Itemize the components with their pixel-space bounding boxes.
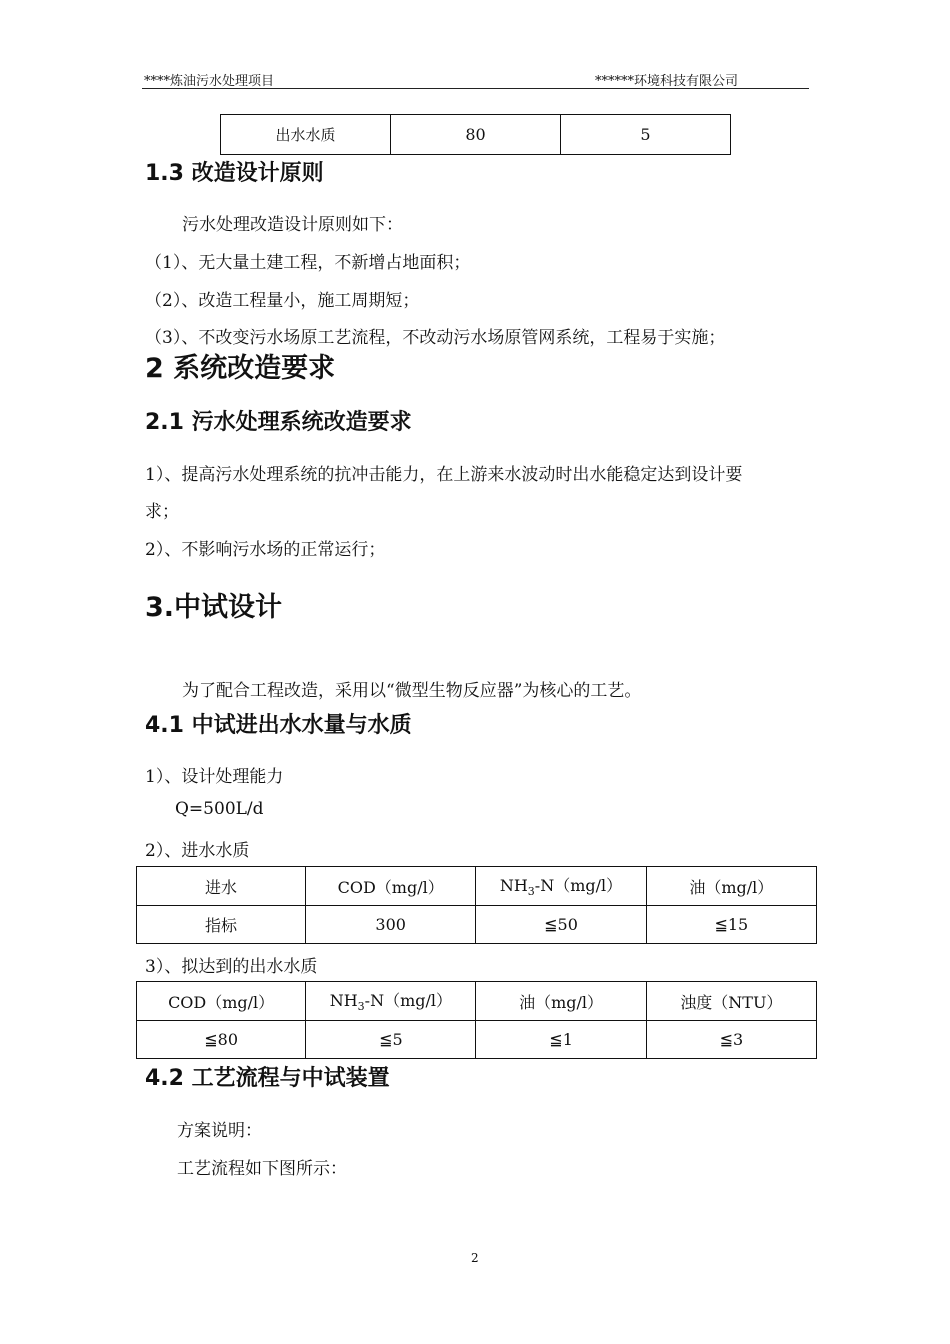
- section-1-3-intro: 污水处理改造设计原则如下：: [182, 215, 403, 235]
- table-cell: ≦80: [137, 1021, 306, 1059]
- process-flow-label: 工艺流程如下图所示：: [177, 1159, 347, 1179]
- table-header-cell: $NH_3-N(mg/l)$: [306, 982, 476, 1021]
- section-2-title: 2 系统改造要求: [145, 353, 336, 384]
- capacity-value: Q=500L/d: [175, 799, 264, 819]
- table-cell: 指标: [137, 906, 306, 944]
- section-4-1-title: 4.1 中试进出水水量与水质: [145, 713, 412, 738]
- section-3-title: 3.中试设计: [145, 592, 283, 623]
- table-cell: 80: [390, 115, 560, 155]
- table-header-cell: 浊度（NTU）: [646, 982, 816, 1021]
- section-3-intro: 为了配合工程改造，采用以“微型生物反应器”为核心的工艺。: [182, 681, 642, 701]
- inlet-quality-table: [136, 866, 817, 944]
- table-cell: 出水水质: [221, 115, 391, 155]
- table-header-cell: $NH_3-N(mg/l)$: [476, 867, 646, 906]
- requirement-item-1: 1）、提高污水处理系统的抗冲击能力，在上游来水波动时出水能稳定达到设计要: [145, 465, 743, 485]
- table-header-cell: 进水: [137, 867, 306, 906]
- section-4-2-title: 4.2 工艺流程与中试装置: [145, 1066, 390, 1091]
- inlet-quality-label: 2）、进水水质: [145, 841, 250, 861]
- table-header-cell: 油（mg/l）: [646, 867, 816, 906]
- requirement-item-2: 2）、不影响污水场的正常运行；: [145, 540, 386, 560]
- table-cell: ≦50: [476, 906, 646, 944]
- table-cell: ≦15: [646, 906, 816, 944]
- header-left: ****炼油污水处理项目: [144, 74, 275, 89]
- scheme-description-label: 方案说明：: [177, 1121, 262, 1141]
- principle-item-3: （3）、不改变污水场原工艺流程，不改动污水场原管网系统，工程易于实施；: [145, 328, 726, 348]
- table-cell: ≦3: [646, 1021, 816, 1059]
- page-number: 2: [471, 1251, 479, 1265]
- section-1-3-title: 1.3 改造设计原则: [145, 161, 324, 186]
- capacity-label: 1）、设计处理能力: [145, 767, 284, 787]
- requirement-item-1-cont: 求；: [145, 502, 179, 522]
- principle-item-1: （1）、无大量土建工程，不新增占地面积；: [145, 253, 471, 273]
- principle-item-2: （2）、改造工程量小，施工周期短；: [145, 291, 420, 311]
- table-cell: 5: [561, 115, 731, 155]
- table-cell: 300: [306, 906, 476, 944]
- table-header-cell: COD（mg/l）: [306, 867, 476, 906]
- header-divider: [142, 88, 809, 89]
- section-2-1-title: 2.1 污水处理系统改造要求: [145, 410, 412, 435]
- outlet-quality-label: 3）、拟达到的出水水质: [145, 957, 318, 977]
- header-right: ******环境科技有限公司: [595, 74, 739, 89]
- outlet-quality-table: [136, 981, 817, 1059]
- table-header-cell: COD（mg/l）: [137, 982, 306, 1021]
- effluent-table-fragment: [220, 114, 731, 155]
- table-cell: ≦1: [476, 1021, 646, 1059]
- table-cell: ≦5: [306, 1021, 476, 1059]
- table-header-cell: 油（mg/l）: [476, 982, 646, 1021]
